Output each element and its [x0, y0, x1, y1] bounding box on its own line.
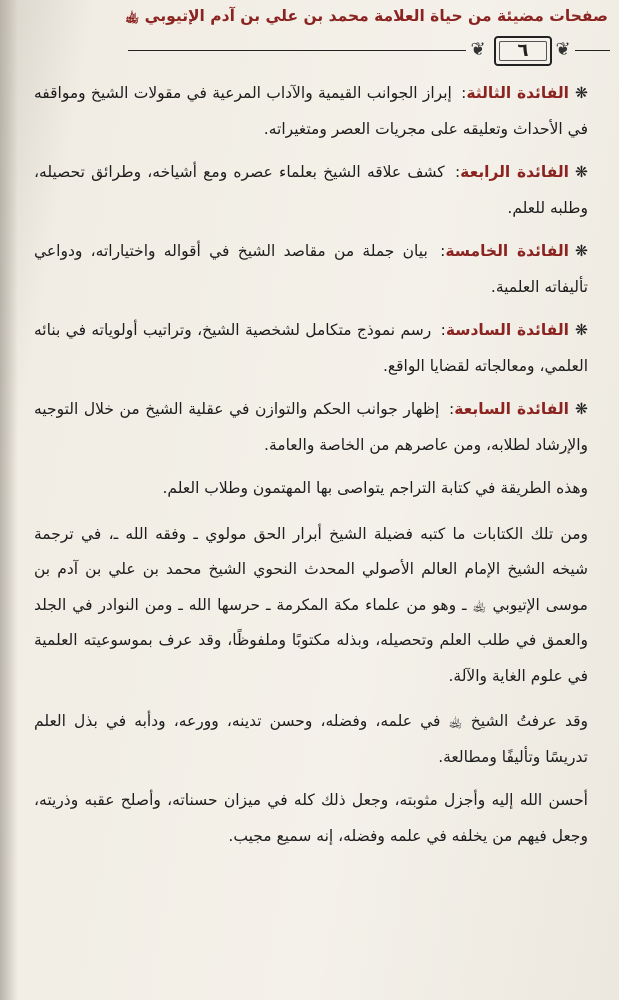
benefit-text: إبراز الجوانب القيمية والآداب المرعية في مقولات الشيخ ومواقفه في الأحداث وتعليقه على مجريات العصر ومتغيراته.: [34, 84, 588, 138]
paragraph: ومن تلك الكتابات ما كتبه فضيلة الشيخ أبرار الحق مولوي ـ وفقه الله ـ، في ترجمة شيخه الشيخ الإمام العالم الأصولي المحدث النحوي الشيخ محمد بن علي بن آدم بن موسى الإتيوبي ﵀ ـ وهو من علماء مكة المكرمة ـ حرسها الله ـ ومن النوادر في الجلد والعمق في طلب العلم وتحصيله، وبذله مكتوبًا وملفوظًا، وقد عرف بموسوعيته العلمية في علوم الغاية والآلة.: [34, 524, 588, 685]
star-bullet-icon: ❋: [575, 242, 588, 260]
paragraph: وهذه الطريقة في كتابة التراجم يتواصى بها المهتمون وطلاب العلم.: [162, 479, 588, 497]
benefit-title: الفائدة الرابعة: [460, 163, 569, 181]
benefit-title: الفائدة السادسة: [445, 321, 569, 339]
header-rule-left: [128, 50, 466, 51]
benefit-item: [34, 392, 588, 463]
star-bullet-icon: ❋: [574, 84, 588, 102]
benefit-colon: :: [440, 242, 446, 260]
page-number: ٦: [494, 36, 552, 66]
benefit-title: الفائدة السابعة: [454, 400, 569, 418]
spine-shadow: [0, 0, 18, 1000]
body-text: [34, 76, 588, 862]
benefit-colon: :: [461, 84, 467, 102]
benefit-item: [34, 313, 588, 384]
paragraph: وقد عرفتُ الشيخ ﵀ في علمه، وفضله، وحسن تدينه، وورعه، ودأبه في بذل العلم تدريسًا وتأليفًا ومطالعة.: [34, 712, 588, 766]
star-bullet-icon: ❋: [574, 163, 588, 181]
header-rule-right: [575, 50, 610, 51]
star-bullet-icon: ❋: [574, 321, 588, 339]
floral-ornament-icon: ❦: [555, 39, 571, 60]
benefit-colon: :: [448, 400, 455, 418]
benefit-text: بيان جملة من مقاصد الشيخ في أقواله واختياراته، ودواعي تأليفاته العلمية.: [34, 242, 588, 296]
paragraph: أحسن الله إليه وأجزل مثوبته، وجعل ذلك كله في ميزان حسناته، وأصلح عقبه وذريته، وجعل فيهم من يخلفه في علمه وفضله، إنه سميع مجيب.: [34, 791, 588, 845]
benefit-item: [34, 155, 588, 226]
benefit-title: الفائدة الثالثة: [466, 84, 569, 102]
benefit-text: إظهار جوانب الحكم والتوازن في عقلية الشيخ من خلال التوجيه والإرشاد لطلابه، ومن عاصرهم من الخاصة والعامة.: [34, 400, 588, 454]
page-header: [20, 4, 608, 64]
benefit-text: كشف علاقه الشيخ بعلماء عصره ومع أشياخه، وطرائق تحصيله، وطلبه للعلم.: [34, 163, 588, 217]
benefit-title: الفائدة الخامسة: [445, 242, 569, 260]
running-title: صفحات مضيئة من حياة العلامة محمد بن علي بن آدم الإتيوبي ﵀: [125, 7, 608, 25]
benefit-item: [34, 234, 588, 305]
benefit-item: [34, 76, 588, 147]
benefit-colon: :: [454, 163, 461, 181]
floral-ornament-icon: ❦: [470, 39, 486, 60]
star-bullet-icon: ❋: [575, 400, 588, 418]
benefit-colon: :: [440, 321, 446, 339]
benefit-text: رسم نموذج متكامل لشخصية الشيخ، وتراتيب أولوياته في بنائه العلمي، ومعالجاته لقضايا الواقع.: [34, 321, 588, 375]
